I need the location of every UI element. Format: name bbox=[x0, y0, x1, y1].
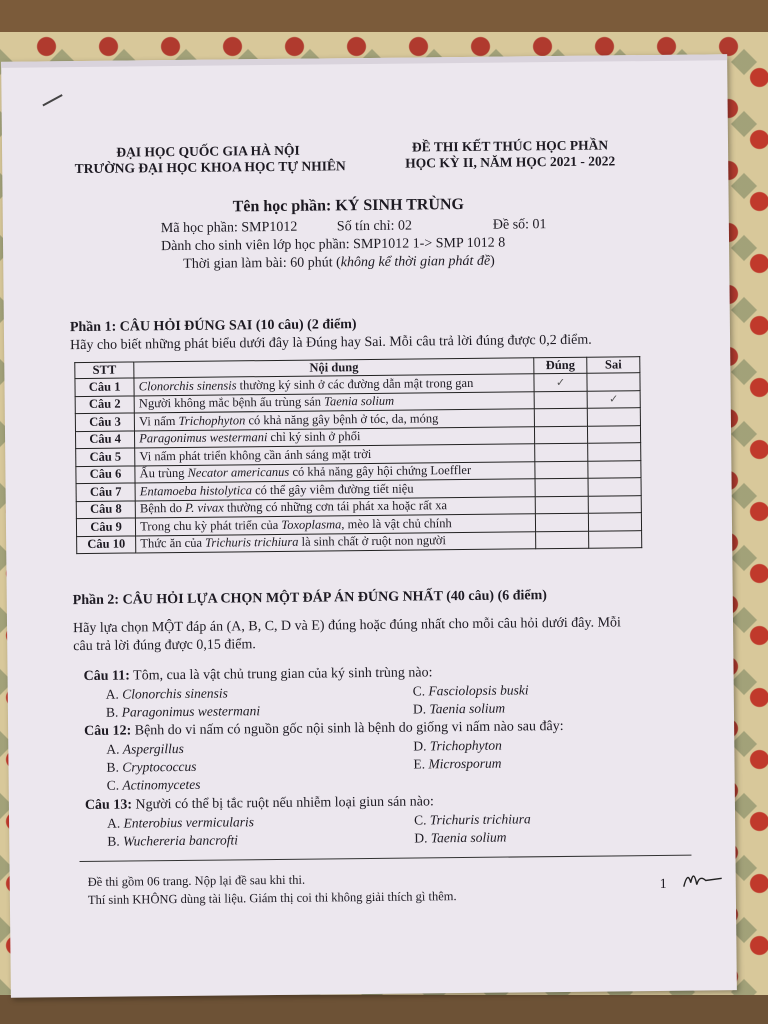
part2-instruction-2: câu trả lời đúng được 0,15 điểm. bbox=[73, 637, 256, 655]
option-text: Taenia solium bbox=[429, 700, 506, 717]
question-number: Câu 3 bbox=[75, 413, 134, 431]
true-cell bbox=[534, 408, 587, 426]
duration-main: Thời gian làm bài: 60 phút ( bbox=[183, 255, 341, 272]
false-cell bbox=[588, 443, 641, 461]
exam-title: ĐỀ THI KẾT THÚC HỌC PHẦN bbox=[411, 137, 609, 155]
student-classes: Dành cho sinh viên lớp học phần: SMP1012 1-> SMP 1012 8 bbox=[160, 235, 506, 255]
exam-duration bbox=[183, 254, 495, 273]
option-letter: A. bbox=[107, 815, 121, 831]
course-credits: Số tín chỉ: 02 bbox=[336, 218, 413, 235]
option-letter: C. bbox=[414, 812, 427, 828]
course-title bbox=[233, 196, 465, 217]
question-label: Câu 11: bbox=[83, 668, 130, 684]
question-number: Câu 9 bbox=[76, 518, 135, 536]
option-letter: B. bbox=[107, 833, 120, 849]
question-number: Câu 7 bbox=[76, 483, 135, 501]
option-text: Paragonimus westermani bbox=[121, 703, 261, 720]
content-text: có khả năng gây bệnh ở tóc, da, móng bbox=[245, 411, 439, 428]
content-text: Vi nấm phát triển không cần ánh sáng mặt trời bbox=[139, 446, 372, 464]
question-number: Câu 2 bbox=[75, 395, 134, 413]
background-floor-bottom bbox=[0, 995, 768, 1024]
scientific-name: Paragonimus westermani bbox=[139, 430, 268, 446]
scientific-name: Clonorchis sinensis bbox=[138, 378, 237, 394]
course-title-value: KÝ SINH TRÙNG bbox=[335, 195, 465, 215]
option-letter: D. bbox=[414, 830, 428, 846]
answer-option bbox=[107, 832, 238, 849]
scientific-name: Necator americanus bbox=[187, 465, 290, 481]
semester: HỌC KỲ II, NĂM HỌC 2021 - 2022 bbox=[405, 153, 616, 171]
true-cell bbox=[535, 426, 588, 444]
footer-divider bbox=[79, 855, 691, 862]
question-stem bbox=[83, 665, 432, 685]
false-cell bbox=[588, 460, 641, 478]
true-cell: ✓ bbox=[534, 373, 587, 391]
option-text: Aspergillus bbox=[122, 740, 184, 757]
content-text: là sinh chất ở ruột non người bbox=[298, 533, 446, 549]
question-number: Câu 5 bbox=[76, 448, 135, 466]
question-text: Người có thể bị tắc ruột nếu nhiễm loại giun sán nào: bbox=[131, 794, 434, 813]
exam-number: Đề số: 01 bbox=[492, 217, 547, 233]
answer-option bbox=[414, 830, 506, 846]
false-cell: ✓ bbox=[587, 390, 640, 408]
option-text: Microsporum bbox=[428, 755, 502, 772]
part2-instruction-1: Hãy lựa chọn MỘT đáp án (A, B, C, D và E) đúng hoặc đúng nhất cho mỗi câu hỏi dưới đây. Mỗi bbox=[72, 615, 621, 637]
answer-option bbox=[413, 682, 529, 699]
scientific-name: P. vivax bbox=[185, 500, 224, 516]
option-text: Trichuris trichiura bbox=[429, 811, 531, 828]
answer-option bbox=[413, 701, 505, 717]
option-letter: C. bbox=[412, 683, 426, 699]
footer-line-2: Thí sinh KHÔNG dùng tài liệu. Giám thị coi thi không giải thích gì thêm. bbox=[87, 889, 457, 907]
scientific-name: Trichophyton bbox=[178, 413, 246, 428]
option-letter: A. bbox=[106, 741, 120, 757]
true-false-table bbox=[74, 356, 642, 554]
scientific-name: Entamoeba histolytica bbox=[139, 482, 253, 499]
false-cell bbox=[587, 373, 640, 391]
content-text: , mèo là vật chủ chính bbox=[341, 515, 452, 532]
content-text: Ấu trùng bbox=[139, 466, 188, 481]
option-text: Trichophyton bbox=[429, 737, 502, 754]
course-code: Mã học phần: SMP1012 bbox=[160, 219, 298, 237]
part1-instruction: Hãy cho biết những phát biểu dưới đây là Đúng hay Sai. Mỗi câu trả lời đúng được 0,2 điểm. bbox=[70, 332, 592, 354]
content-text: Vi nấm bbox=[139, 413, 179, 429]
footer-line-1: Đề thi gồm 06 trang. Nộp lại đề sau khi thi. bbox=[87, 872, 306, 889]
part1-title: Phần 1: CÂU HỎI ĐÚNG SAI (10 câu) (2 điểm) bbox=[69, 317, 357, 336]
option-text: Cryptococcus bbox=[122, 758, 197, 775]
background-floor-top bbox=[0, 0, 768, 32]
option-letter: D. bbox=[412, 701, 427, 717]
duration-end: ) bbox=[490, 253, 495, 269]
question-content bbox=[136, 531, 536, 553]
option-letter: C. bbox=[106, 777, 120, 793]
question-number: Câu 1 bbox=[75, 378, 134, 396]
false-cell bbox=[588, 495, 641, 513]
question-text: Bệnh do vi nấm có nguồn gốc nội sinh là bệnh do giống vi nấm nào sau đây: bbox=[131, 718, 564, 739]
col-stt: STT bbox=[75, 362, 134, 379]
true-cell bbox=[535, 513, 588, 531]
true-cell bbox=[536, 531, 589, 549]
content-text: có thể gây viêm đường tiết niệu bbox=[251, 481, 414, 497]
examiner-signature bbox=[682, 866, 726, 895]
answer-option bbox=[106, 685, 228, 702]
content-text: có khả năng gây hội chứng Loeffler bbox=[289, 463, 472, 480]
option-text: Taenia solium bbox=[430, 829, 507, 846]
answer-option bbox=[107, 814, 254, 831]
university-name: ĐẠI HỌC QUỐC GIA HÀ NỘI bbox=[116, 142, 300, 160]
col-false: Sai bbox=[587, 357, 640, 374]
question-number: Câu 6 bbox=[76, 465, 135, 483]
question-text: Tôm, cua là vật chủ trung gian của ký sinh trùng nào: bbox=[129, 665, 433, 684]
false-cell bbox=[588, 478, 641, 496]
answer-option bbox=[107, 777, 201, 793]
true-cell bbox=[535, 443, 588, 461]
false-cell bbox=[587, 408, 640, 426]
option-text: Fasciolopsis buski bbox=[428, 682, 529, 699]
content-text: Thức ăn của bbox=[140, 535, 206, 551]
answer-option bbox=[413, 738, 502, 754]
content-text: Người không mắc bệnh ấu trùng sán bbox=[138, 394, 325, 411]
false-cell bbox=[588, 513, 641, 531]
page-number: 1 bbox=[659, 876, 667, 892]
question-number: Câu 8 bbox=[76, 500, 135, 518]
content-text: Trong chu kỳ phát triển của bbox=[140, 517, 282, 534]
true-cell bbox=[535, 496, 588, 514]
course-title-label: Tên học phần: bbox=[232, 197, 336, 216]
pen-mark bbox=[42, 94, 62, 106]
question-number: Câu 4 bbox=[75, 430, 134, 448]
col-true: Đúng bbox=[534, 357, 587, 374]
question-label: Câu 12: bbox=[84, 723, 132, 739]
option-text: Clonorchis sinensis bbox=[122, 685, 228, 702]
col-content: Nội dung bbox=[134, 358, 534, 378]
answer-option bbox=[106, 741, 184, 757]
option-letter: E. bbox=[413, 756, 426, 772]
answer-option bbox=[106, 759, 196, 775]
true-cell bbox=[535, 478, 588, 496]
option-letter: D. bbox=[413, 738, 427, 754]
option-letter: B. bbox=[105, 704, 119, 720]
true-cell bbox=[534, 391, 587, 409]
content-text: chỉ ký sinh ở phổi bbox=[267, 429, 361, 445]
false-cell bbox=[587, 425, 640, 443]
answer-option bbox=[413, 756, 501, 772]
exam-sheet bbox=[1, 54, 737, 998]
answer-option bbox=[414, 811, 531, 828]
true-cell bbox=[535, 461, 588, 479]
scientific-name: Trichuris trichiura bbox=[205, 534, 299, 550]
option-text: Wuchereria bancrofti bbox=[122, 832, 238, 849]
false-cell bbox=[589, 530, 642, 548]
option-text: Enterobius vermicularis bbox=[123, 814, 255, 831]
part2-title: Phần 2: CÂU HỎI LỰA CHỌN MỘT ĐÁP ÁN ĐÚNG NHẤT (40 câu) (6 điểm) bbox=[72, 588, 548, 609]
option-letter: B. bbox=[106, 759, 119, 775]
scientific-name: Toxoplasma bbox=[281, 517, 342, 532]
question-label: Câu 13: bbox=[84, 797, 133, 813]
scientific-name: Taenia solium bbox=[324, 393, 395, 409]
option-letter: A. bbox=[105, 686, 119, 702]
question-number: Câu 10 bbox=[77, 535, 136, 553]
question-stem bbox=[85, 794, 434, 814]
duration-note: không kể thời gian phát đề bbox=[340, 253, 491, 271]
content-text: thường có những cơn tái phát xa hoặc rất xa bbox=[223, 498, 448, 515]
content-text: thường ký sinh ở các đường dẫn mật trong gan bbox=[236, 375, 474, 393]
content-text: Bệnh do bbox=[139, 501, 186, 516]
faculty-name: TRƯỜNG ĐẠI HỌC KHOA HỌC TỰ NHIÊN bbox=[74, 158, 346, 177]
option-text: Actinomycetes bbox=[122, 776, 201, 793]
answer-option bbox=[106, 703, 260, 720]
